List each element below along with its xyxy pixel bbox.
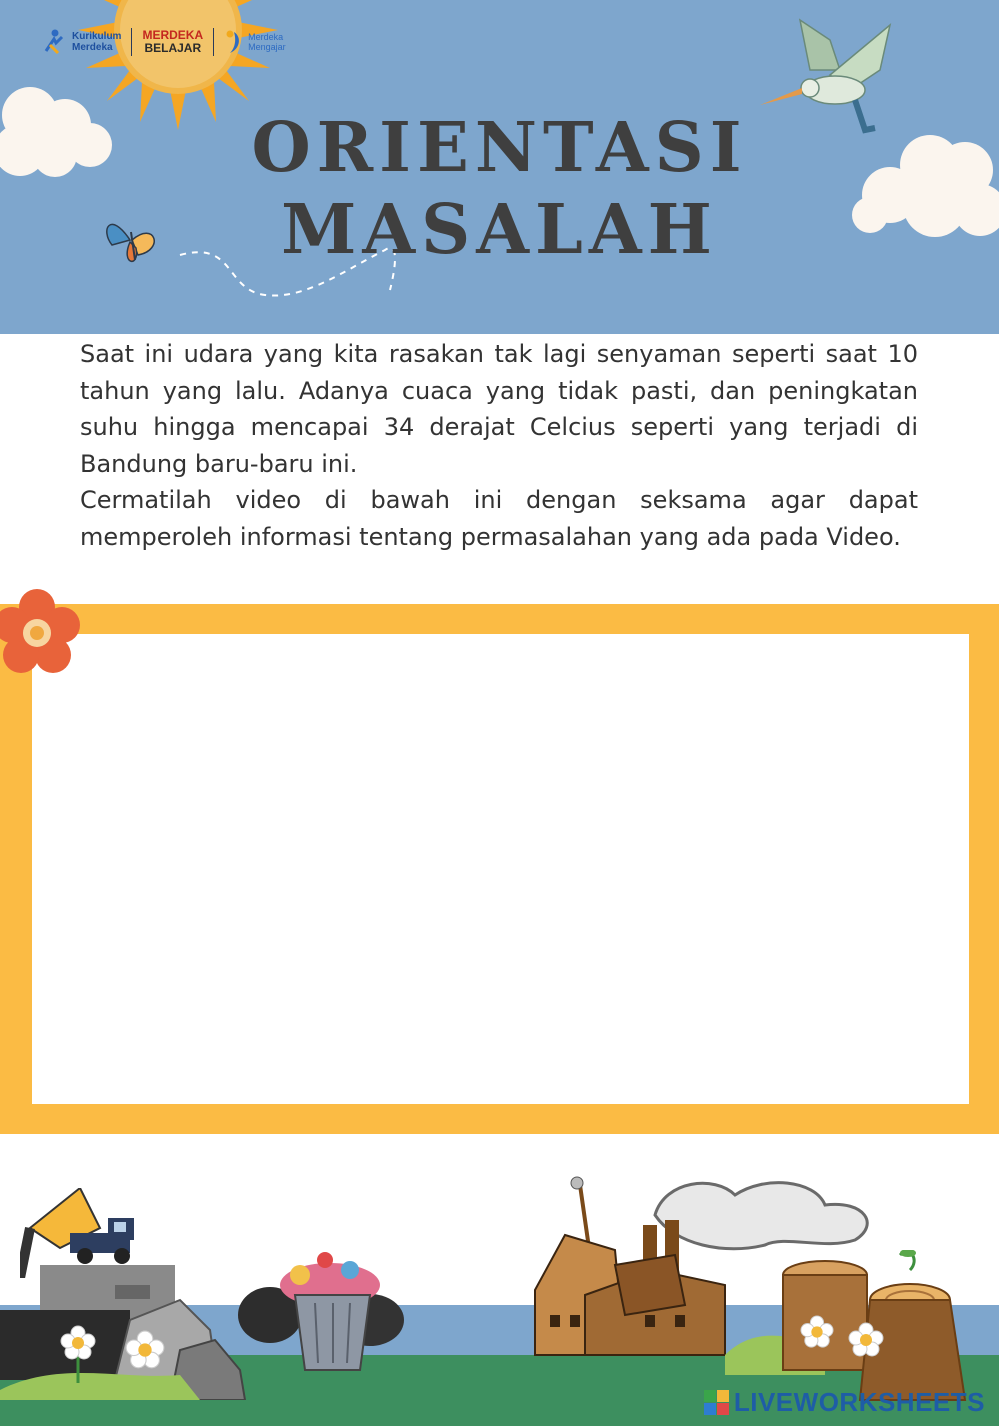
flower-icon bbox=[0, 585, 85, 680]
header-banner bbox=[0, 0, 999, 334]
kurikulum-logo-icon bbox=[44, 29, 66, 55]
kurikulum-text-line2: Merdeka bbox=[72, 42, 113, 53]
merdeka-belajar-line2: BELAJAR bbox=[144, 41, 202, 55]
page-title-line1: ORIENTASI bbox=[251, 108, 748, 188]
merdeka-mengajar-line2: Mengajar bbox=[248, 42, 286, 52]
daisy-icon bbox=[800, 1315, 834, 1349]
video-frame bbox=[0, 604, 999, 1134]
page-title-line2: MASALAH bbox=[281, 190, 718, 270]
liveworksheets-text: LIVEWORKSHEETS bbox=[733, 1387, 985, 1417]
merdeka-belajar-line1: MERDEKA bbox=[142, 28, 204, 42]
kurikulum-merdeka-logo bbox=[44, 29, 121, 55]
intro-text bbox=[80, 336, 918, 555]
daisy-icon bbox=[848, 1322, 884, 1358]
footer-illustration bbox=[0, 1150, 999, 1426]
intro-paragraph: Saat ini udara yang kita rasakan tak lagi senyaman seperti saat 10 tahun yang lalu. Adanya cuaca yang tidak pasti, dan peningkatan suhu hingga mencapai 34 derajat Celcius seperti yang terjadi di Bandung baru-baru ini. bbox=[80, 340, 918, 478]
liveworksheets-logo[interactable] bbox=[704, 1387, 985, 1418]
daisy-icon bbox=[60, 1325, 96, 1385]
merdeka-mengajar-icon bbox=[224, 29, 244, 55]
intro-paragraph: Cermatilah video di bawah ini dengan seksama agar dapat memperoleh informasi tentang permasalahan yang ada pada Video. bbox=[80, 486, 918, 551]
merdeka-belajar-logo bbox=[142, 29, 203, 55]
video-player[interactable] bbox=[32, 634, 969, 1104]
merdeka-mengajar-line1: Merdeka bbox=[248, 32, 284, 42]
logo-divider bbox=[131, 28, 132, 56]
kurikulum-text-line1: Kurikulum bbox=[72, 31, 122, 42]
daisy-icon bbox=[125, 1330, 165, 1370]
logo-divider bbox=[213, 28, 214, 56]
merdeka-mengajar-logo bbox=[224, 29, 286, 55]
logo-bar bbox=[44, 28, 286, 56]
liveworksheets-icon bbox=[704, 1390, 730, 1416]
trash-can-icon bbox=[230, 1245, 410, 1375]
